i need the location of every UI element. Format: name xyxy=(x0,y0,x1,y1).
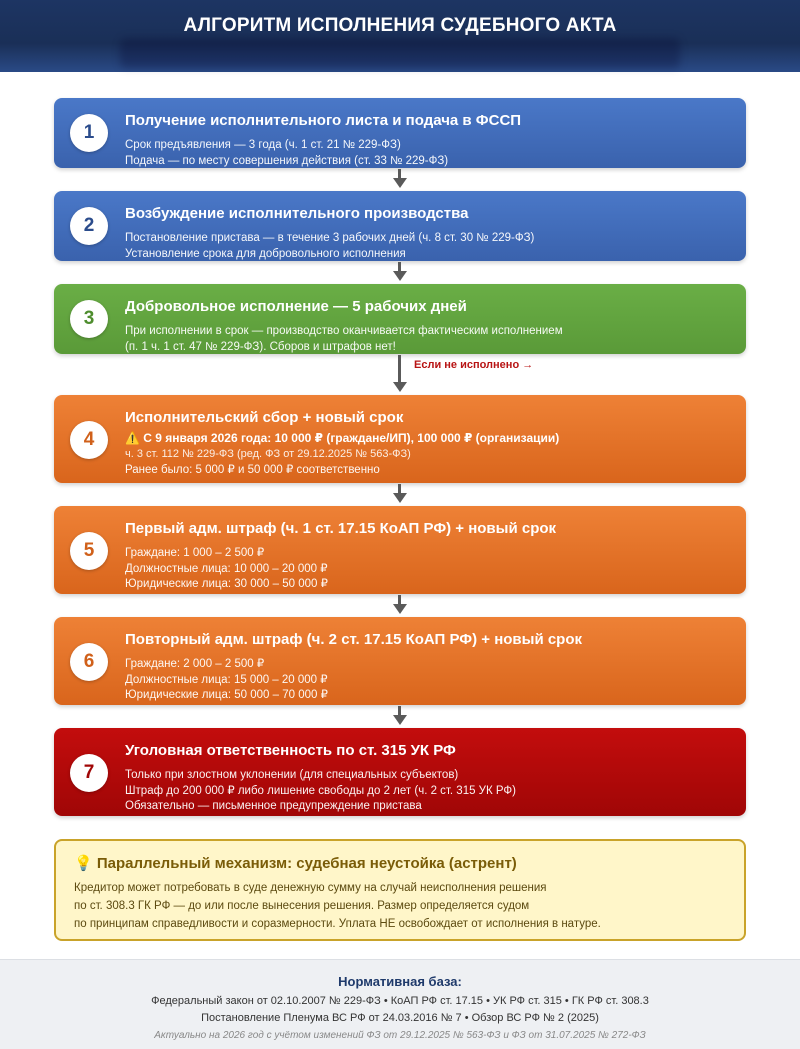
step-5-line-1: Граждане: 1 000 – 2 500 ₽ xyxy=(125,547,265,559)
arrow-6-7 xyxy=(393,706,407,726)
step-6-line-1: Граждане: 2 000 – 2 500 ₽ xyxy=(125,658,265,670)
step-5-number: 5 xyxy=(70,532,108,570)
step-2-box xyxy=(54,191,746,261)
legal-basis-line-1: Федеральный закон от 02.10.2007 № 229-ФЗ • КоАП РФ ст. 17.15 • УК РФ ст. 315 • ГК РФ ст. 308.3 xyxy=(151,995,649,1007)
step-7-line-1: Только при злостном уклонении (для специальных субъектов) xyxy=(125,769,459,781)
arrow-3-4 xyxy=(393,355,407,393)
header-blur-band xyxy=(120,38,680,68)
step-7-title: Уголовная ответственность по ст. 315 УК РФ xyxy=(125,742,456,759)
step-7-line-2: Штраф до 200 000 ₽ либо лишение свободы до 2 лет (ч. 2 ст. 315 УК РФ) xyxy=(125,784,516,797)
step-5-line-3: Юридические лица: 30 000 – 50 000 ₽ xyxy=(125,578,328,590)
step-2-line-1: Постановление пристава — в течение 3 рабочих дней (ч. 8 ст. 30 № 229-ФЗ) xyxy=(125,232,535,244)
step-4-box xyxy=(54,395,746,483)
step-2-title: Возбуждение исполнительного производства xyxy=(125,205,469,222)
step-4-line-3: Ранее было: 5 000 ₽ и 50 000 ₽ соответственно xyxy=(125,463,380,476)
arrow-2-3 xyxy=(393,262,407,282)
step-4-line-2: ч. 3 ст. 112 № 229-ФЗ (ред. ФЗ от 29.12.2025 № 563-ФЗ) xyxy=(125,448,411,460)
step-3-box xyxy=(54,284,746,354)
legal-basis-title: Нормативная база: xyxy=(338,974,462,989)
step-3-title: Добровольное исполнение — 5 рабочих дней xyxy=(125,298,467,315)
step-4-title: Исполнительский сбор + новый срок xyxy=(125,409,404,426)
if-not-executed-note: Если не исполнено → xyxy=(414,359,534,371)
step-6-line-2: Должностные лица: 15 000 – 20 000 ₽ xyxy=(125,673,328,686)
step-1-number: 1 xyxy=(70,114,108,152)
step-7-number: 7 xyxy=(70,754,108,792)
step-6-title: Повторный адм. штраф (ч. 2 ст. 17.15 КоАП РФ) + новый срок xyxy=(125,631,583,648)
astrent-line-3: по принципам справедливости и соразмерности. Уплата НЕ освобождает от исполнения в натуре. xyxy=(74,918,601,930)
arrow-4-5 xyxy=(393,484,407,504)
step-7-box xyxy=(54,728,746,816)
astrent-box xyxy=(54,839,746,941)
step-1-box xyxy=(54,98,746,168)
step-6-line-3: Юридические лица: 50 000 – 70 000 ₽ xyxy=(125,689,328,701)
step-5-box xyxy=(54,506,746,594)
step-1-title: Получение исполнительного листа и подача в ФССП xyxy=(125,112,522,129)
step-5-line-2: Должностные лица: 10 000 – 20 000 ₽ xyxy=(125,562,328,575)
astrent-title: 💡 Параллельный механизм: судебная неустойка (астрент) xyxy=(74,855,517,872)
step-5-title: Первый адм. штраф (ч. 1 ст. 17.15 КоАП РФ) + новый срок xyxy=(125,520,557,537)
step-2-line-2: Установление срока для добровольного исполнения xyxy=(125,247,406,260)
legal-basis-line-2: Постановление Пленума ВС РФ от 24.03.2016 № 7 • Обзор ВС РФ № 2 (2025) xyxy=(201,1012,599,1024)
arrow-5-6 xyxy=(393,595,407,615)
step-4-number: 4 xyxy=(70,421,108,459)
step-3-line-1: При исполнении в срок — производство оканчивается фактическим исполнением xyxy=(125,325,563,337)
step-1-line-2: Подача — по месту совершения действия (ст. 33 № 229-ФЗ) xyxy=(125,154,449,167)
step-7-line-3: Обязательно — письменное предупреждение пристава xyxy=(125,800,422,812)
relevance-note: Актуально на 2026 год с учётом изменений ФЗ от 29.12.2025 № 563-ФЗ и ФЗ от 31.07.2025 № 272-ФЗ xyxy=(154,1030,646,1041)
legal-basis-footer xyxy=(0,959,800,1049)
step-6-box xyxy=(54,617,746,705)
astrent-line-2: по ст. 308.3 ГК РФ — до или после вынесения решения. Размер определяется судом xyxy=(74,900,530,912)
step-3-line-2: (п. 1 ч. 1 ст. 47 № 229-ФЗ). Сборов и штрафов нет! xyxy=(125,340,396,353)
step-2-number: 2 xyxy=(70,207,108,245)
page-header xyxy=(0,0,800,72)
step-6-number: 6 xyxy=(70,643,108,681)
arrow-1-2 xyxy=(393,169,407,189)
step-3-number: 3 xyxy=(70,300,108,338)
step-4-warning-line: ⚠️ С 9 января 2026 года: 10 000 ₽ (граждане/ИП), 100 000 ₽ (организации) xyxy=(125,431,560,445)
page-title: АЛГОРИТМ ИСПОЛНЕНИЯ СУДЕБНОГО АКТА xyxy=(183,15,617,36)
astrent-line-1: Кредитор может потребовать в суде денежную сумму на случай неисполнения решения xyxy=(74,882,547,894)
step-1-line-1: Срок предъявления — 3 года (ч. 1 ст. 21 № 229-ФЗ) xyxy=(125,139,401,151)
